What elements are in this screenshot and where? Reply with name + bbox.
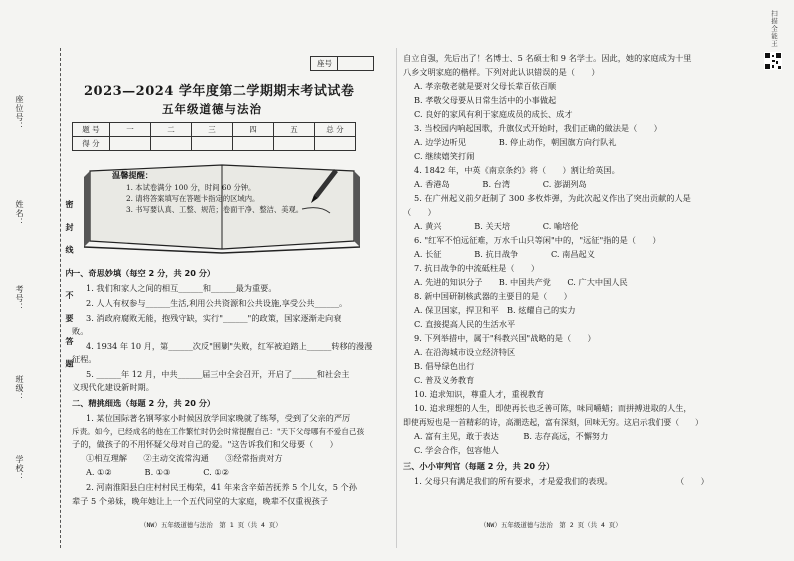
tips-item: 2. 请将答案填写在答题卡指定的区域内。 (126, 194, 260, 203)
question-text: 败。 (72, 326, 89, 336)
tips-title: 温馨提醒： (112, 170, 153, 180)
answer-paren[interactable]: （ ） (676, 476, 709, 486)
option-line: 10. 追求知识，尊重人才，重视教育 (414, 389, 545, 399)
option-line: A. 保卫国家，捍卫和平 B. 炫耀自己的实力 (414, 305, 576, 315)
section-heading: 二、精挑细选（每题 2 分，共 20 分） (72, 398, 216, 408)
question-text: 2. 河南淮阳县白庄村村民王梅荣，41 年来含辛茹苦抚养 5 个儿女，5 个孙 (86, 482, 357, 492)
page-footer: （NW）五年级道德与法治 第 1 页（共 4 页） (140, 521, 282, 529)
score-header-cell: 一 (110, 123, 151, 137)
option-line: C. 直接提高人民的生活水平 (414, 319, 516, 329)
seat-no-box[interactable] (310, 56, 374, 71)
question-text: 八乡文明家庭的楷样。下列对此认识错误的是（ ） (403, 67, 600, 77)
question-text: 斥责。如今，已经成名的他在工作繁忙时仍会时常提醒自己："天下父母哪有不爱自己孩 (72, 427, 365, 436)
question-text: 7. 抗日战争的中流砥柱是（ ） (414, 263, 540, 273)
option-line: B. 孝敬父母要从日常生活中的小事做起 (414, 95, 557, 105)
score-header-cell: 题 号 (73, 123, 110, 137)
question-text: 2. 人人有权参与______生活,利用公共资源和公共设施,享受公共______。 (86, 298, 348, 308)
option-line: A. 先进的知识分子 B. 中国共产党 C. 广大中国人民 (414, 277, 628, 287)
name-label: 姓名： (15, 200, 24, 227)
option-line: C. 良好的家风有利于家庭成员的成长、成才 (414, 109, 573, 119)
exam-title: 2023—2024 学年度第二学期期末考试试卷 (84, 84, 355, 99)
score-header-cell: 总 分 (315, 123, 356, 137)
question-text: 1. 某位国际著名钢琴家小时候因放学回家晚就了练琴，受到了父亲的严厉 (86, 413, 351, 423)
score-cell[interactable] (151, 137, 192, 151)
option-line: C. 继续嬉笑打闹 (414, 151, 475, 161)
score-header-cell: 三 (192, 123, 233, 137)
option-line: A. 香港岛 B. 台湾 C. 澎湖列岛 (414, 179, 587, 189)
score-cell[interactable] (233, 137, 274, 151)
question-text: 征程。 (72, 354, 97, 364)
score-row-label: 得 分 (73, 137, 110, 151)
question-text: 1. 我们和家人之间的相互______和______最为重要。 (86, 283, 277, 293)
school-label: 学校： (15, 455, 24, 482)
question-text: 10. 追求理想的人生，即使再长也乏善可陈，味同嚼蜡；而拼搏进取的人生， (414, 403, 692, 413)
score-header-cell: 二 (151, 123, 192, 137)
question-text: 3. 当校园内响起国歌，升旗仪式开始时，我们正确的做法是（ ） (414, 123, 662, 133)
question-text: 4. 1842 年，中英《南京条约》将（ ）割让给英国。 (414, 165, 620, 175)
question-text: 辈子 5 个弟妹，晚年她让上一个五代同堂的大家庭，晚辈不仅重视孩子 (72, 496, 329, 506)
option-line: A. 黄兴 B. 关天培 C. 喻培伦 (414, 221, 579, 231)
score-header-cell: 四 (233, 123, 274, 137)
seat-no-label: 座号 (317, 59, 332, 68)
score-header-cell: 五 (274, 123, 315, 137)
section-heading: 三、小小审判官（每题 2 分，共 20 分） (403, 461, 555, 471)
page-divider (396, 48, 397, 548)
page-footer: （NW）五年级道德与法治 第 2 页（共 4 页） (480, 521, 622, 529)
option-line: A. 边学边听见 B. 停止动作，朝国旗方向行队礼 (414, 137, 617, 147)
option-line: C. 学会合作，包容他人 (414, 445, 499, 455)
score-table (72, 122, 356, 151)
scanner-watermark: 扫描全能王 (770, 10, 778, 48)
number-label: 考号： (15, 285, 24, 312)
seal-warning: 密 封 线 内 不 要 答 题 (65, 200, 74, 374)
question-text: 6. "红军不怕远征难，万水千山只等闲"中的，"远征"指的是（ ） (414, 235, 661, 245)
question-text: 9. 下列举措中，属于"科教兴国"战略的是（ ） (414, 333, 596, 343)
seat-label: 座位号： (15, 95, 24, 131)
seal-line (60, 48, 61, 548)
question-text: 即使再短也是一首精彩的诗，高潮迭起，富有深刻，回味无穷。这启示我们要（ ） (403, 418, 703, 427)
exam-subtitle: 五年级道德与法治 (162, 102, 262, 116)
question-text: 1. 父母只有满足我们的所有要求，才是爱我们的表现。 (414, 476, 613, 486)
option-line: B. 倡导绿色出行 (414, 361, 475, 371)
question-text: （ ） (403, 207, 436, 217)
score-cell[interactable] (274, 137, 315, 151)
question-text: 8. 新中国研制核武器的主要目的是（ ） (414, 291, 572, 301)
option-line: A. 富有主见，敢于表达 B. 志存高远，不懈努力 (414, 431, 609, 441)
score-cell[interactable] (315, 137, 356, 151)
question-text: 5. ______年 12 月，中共______届三中全会召开，开启了______和社会主 (86, 369, 350, 379)
question-text: 4. 1934 年 10 月，第______次反"围剿"失败，红军被迫踏上______转移的漫漫 (86, 341, 373, 351)
section-heading: 一、奇思妙填（每空 2 分，共 20 分） (72, 268, 216, 278)
option-line: A. 孝亲敬老就是要对父母长辈百依百顺 (414, 81, 557, 91)
option-line: A. 在沿海城市设立经济特区 (414, 347, 516, 357)
option-line: A. ①② B. ①③ C. ①② (86, 467, 230, 477)
option-line: A. 长征 B. 抗日战争 C. 南昌起义 (414, 249, 595, 259)
score-cell[interactable] (110, 137, 151, 151)
question-text: 5. 在广州起义前夕赶制了 300 多枚炸弹，为此次起义作出了突出贡献的人是 (414, 193, 691, 203)
tips-item: 3. 书写要认真、工整、规范；卷面干净、整洁、美观。 (126, 205, 304, 214)
question-text: 自立自强，先后出了！名博士、5 名硕士和 9 名学士。因此，她的家庭成为十里 (403, 53, 692, 63)
score-cell[interactable] (192, 137, 233, 151)
class-label: 班级： (15, 375, 24, 402)
question-text: 子的，做孩子的不用怀疑父母对自己的爱。"这告诉我们和父母要（ ） (72, 439, 338, 449)
tips-item: 1. 本试卷满分 100 分，时间 60 分钟。 (126, 183, 256, 192)
option-line: C. 普及义务教育 (414, 375, 475, 385)
option-line: ①相互理解 ②主动交流常沟通 ③经常指责对方 (86, 453, 283, 463)
qr-code-icon (764, 52, 782, 70)
question-text: 义现代化建设新时期。 (72, 382, 154, 392)
question-text: 3. 消政府腐败无能，抱残守缺，实行"______"的政策，国家逐渐走向衰 (86, 313, 342, 323)
